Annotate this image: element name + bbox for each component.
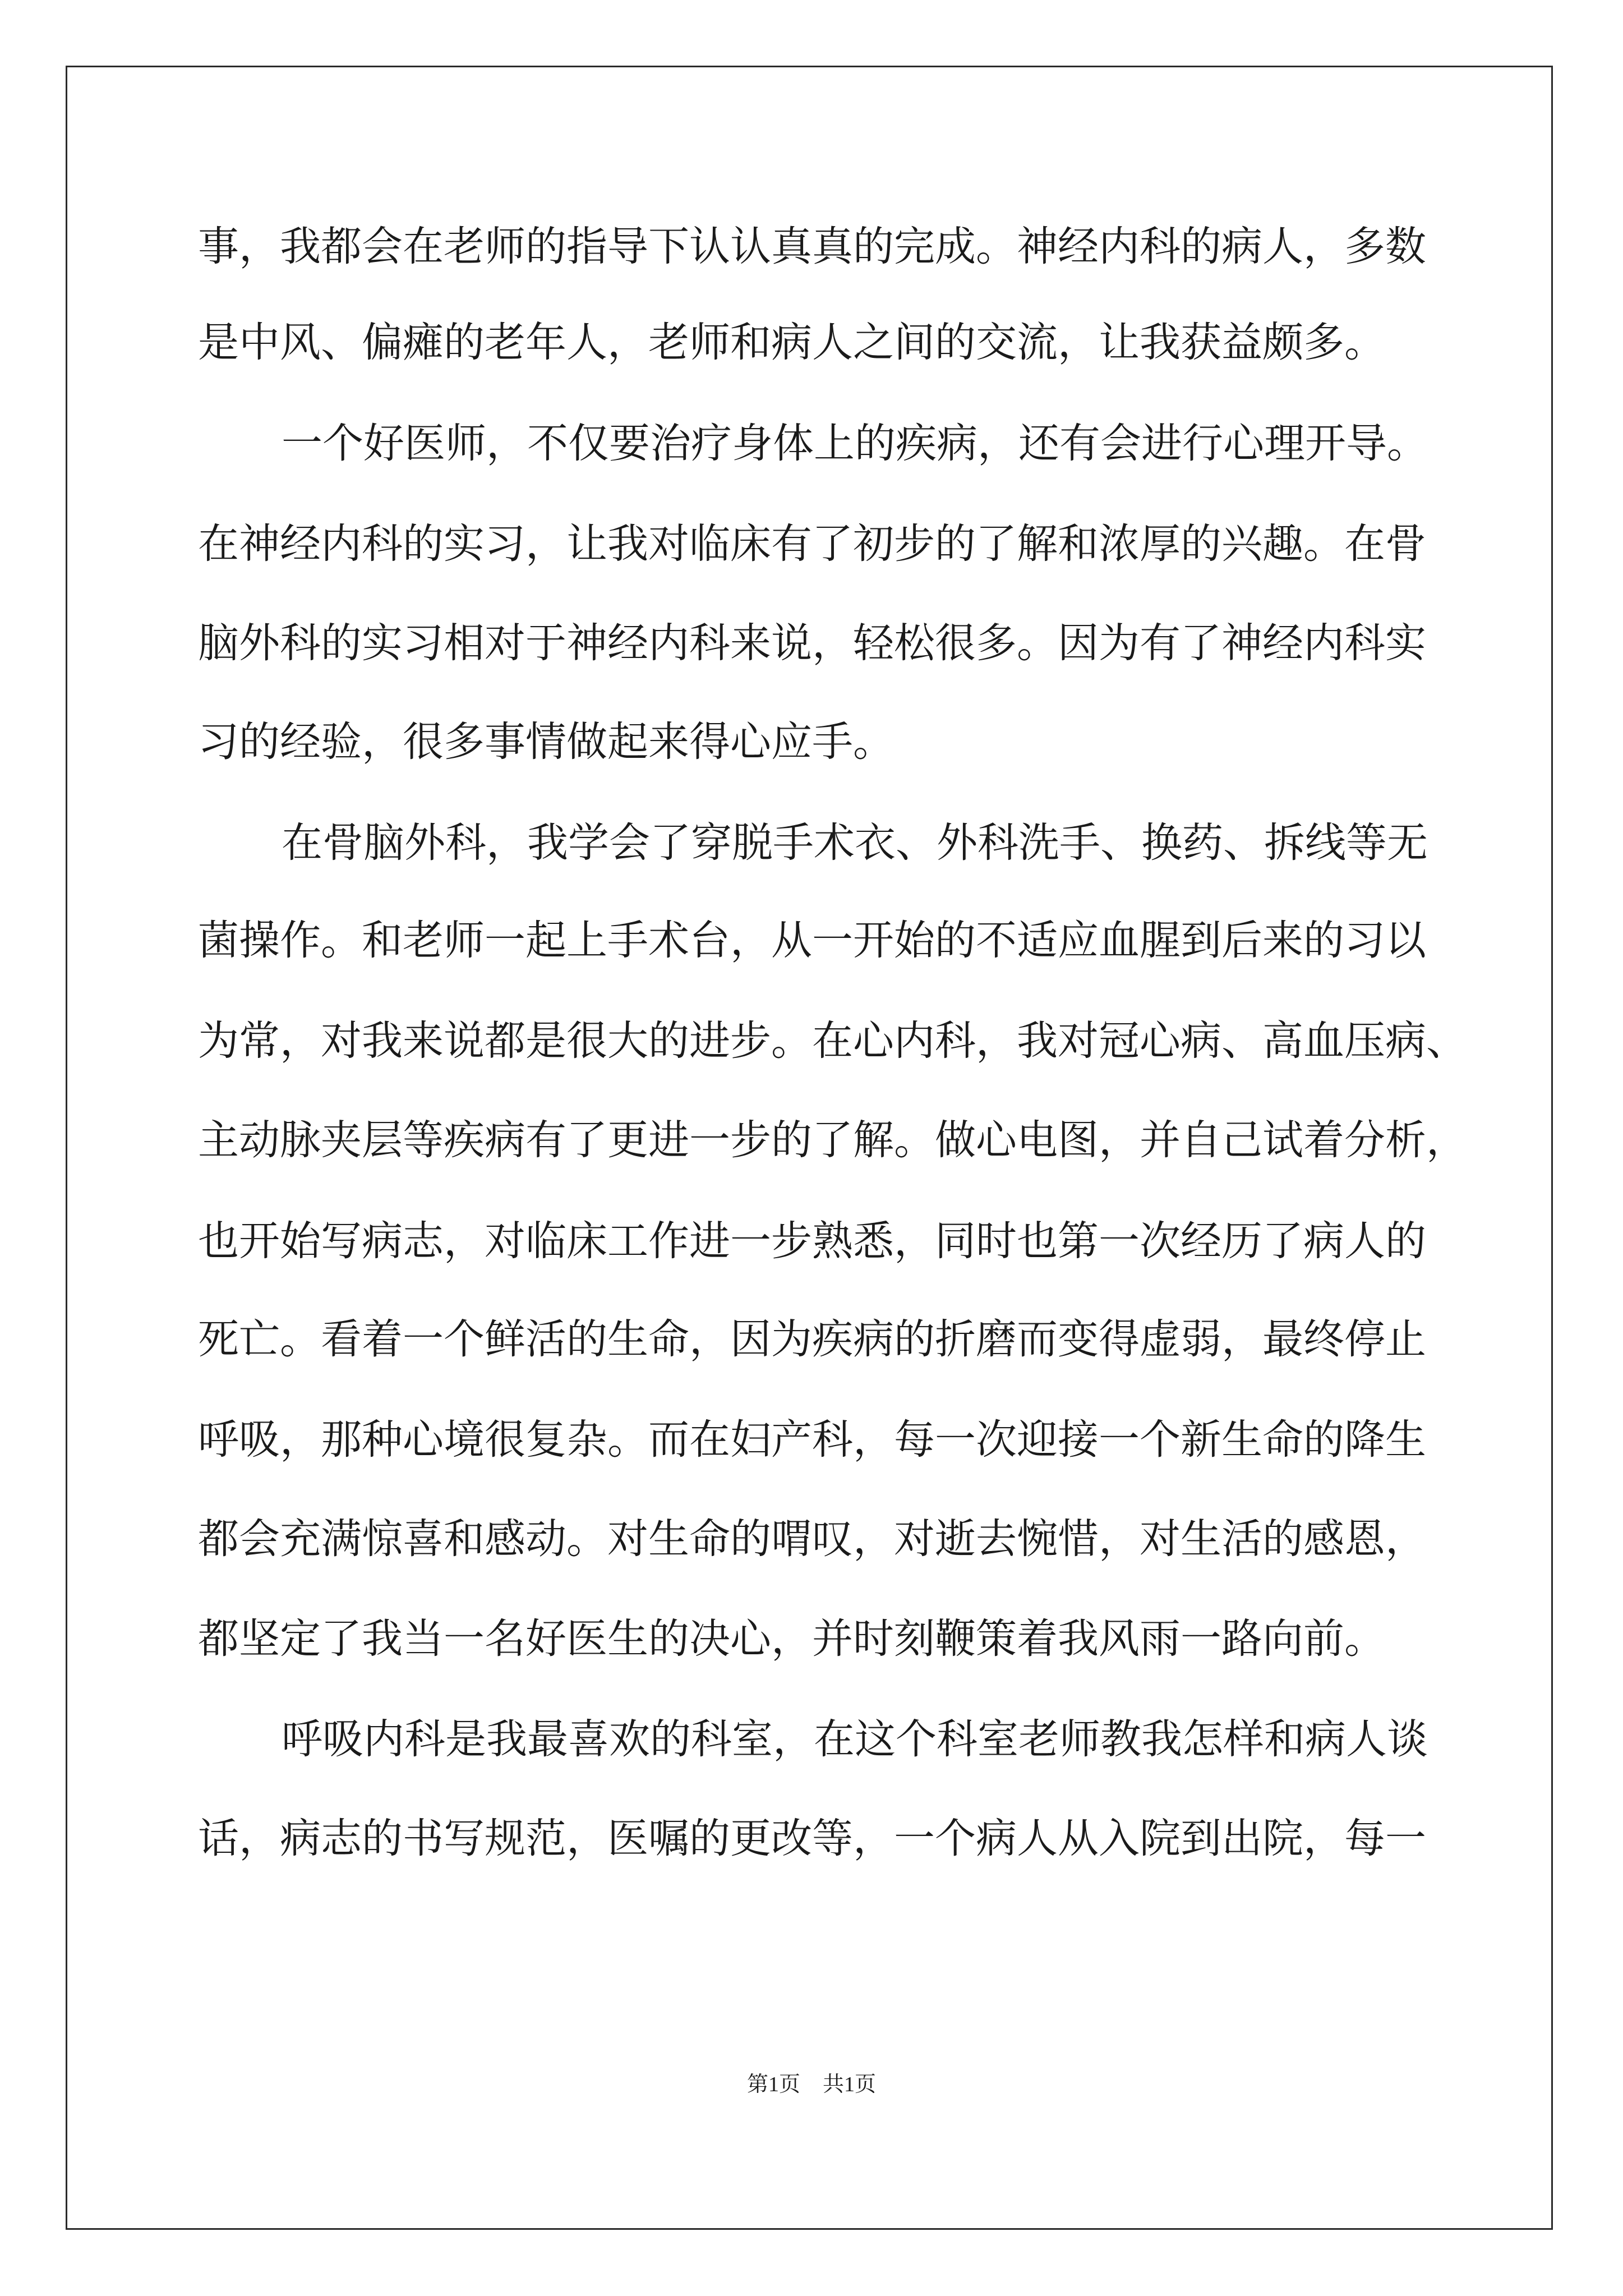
paragraph-line: 呼吸，那种心境很复杂。而在妇产科，每一次迎接一个新生命的降生 [198, 1416, 1426, 1464]
page-number: 第1页 [746, 2073, 800, 2096]
paragraph-line: 都会充满惊喜和感动。对生命的喟叹，对逝去惋惜，对生活的感恩， [198, 1515, 1426, 1563]
paragraph-line: 是中风、偏瘫的老年人，老师和病人之间的交流，让我获益颇多。 [198, 319, 1385, 366]
paragraph-line: 菌操作。和老师一起上手术台，从一开始的不适应血腥到后来的习以 [198, 917, 1426, 964]
paragraph-line: 主动脉夹层等疾病有了更进一步的了解。做心电图，并自己试着分析， [198, 1116, 1467, 1164]
paragraph-line: 一个好医师，不仅要治疗身体上的疾病，还有会进行心理开导。 [282, 420, 1428, 467]
paragraph-line: 为常，对我来说都是很大的进步。在心内科，我对冠心病、高血压病、 [198, 1017, 1467, 1065]
paragraph-line: 在神经内科的实习，让我对临床有了初步的了解和浓厚的兴趣。在骨 [198, 520, 1426, 568]
paragraph-line: 话，病志的书写规范，医嘱的更改等，一个病人从入院到出院，每一 [198, 1815, 1426, 1862]
paragraph-line: 脑外科的实习相对于神经内科来说，轻松很多。因为有了神经内科实 [198, 619, 1426, 667]
paragraph-line: 呼吸内科是我最喜欢的科室，在这个科室老师教我怎样和病人谈 [282, 1715, 1428, 1763]
page-footer [0, 2070, 1623, 2099]
total-pages: 共1页 [823, 2073, 877, 2096]
paragraph-line: 在骨脑外科，我学会了穿脱手术衣、外科洗手、换药、拆线等无 [282, 819, 1428, 867]
paragraph-line: 事，我都会在老师的指导下认认真真的完成。神经内科的病人，多数 [198, 223, 1426, 270]
paragraph-line: 习的经验，很多事情做起来得心应手。 [198, 718, 894, 766]
paragraph-line: 也开始写病志，对临床工作进一步熟悉，同时也第一次经历了病人的 [198, 1217, 1426, 1265]
paragraph-line: 都坚定了我当一名好医生的决心，并时刻鞭策着我风雨一路向前。 [198, 1615, 1385, 1663]
paragraph-line: 死亡。看着一个鲜活的生命，因为疾病的折磨而变得虚弱，最终停止 [198, 1315, 1426, 1363]
